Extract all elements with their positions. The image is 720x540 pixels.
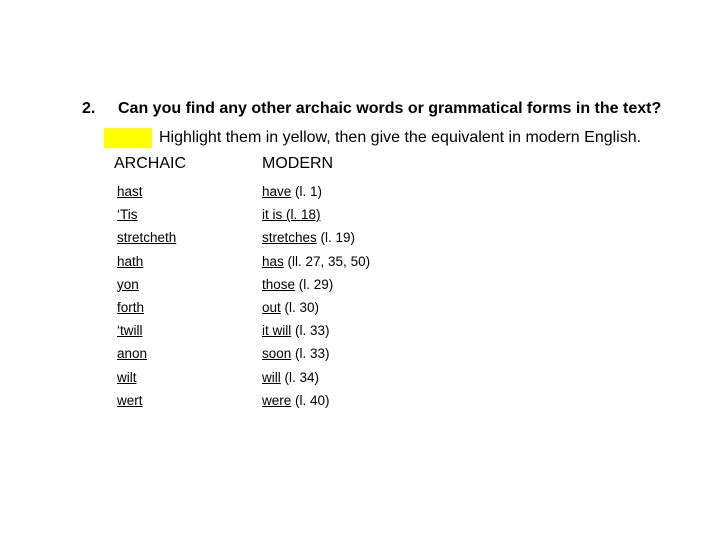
instruction-text: Highlight them in yellow, then give the equivalent in modern English. (159, 129, 642, 146)
line-reference: (l. 30) (280, 299, 320, 315)
archaic-word-text: anon (117, 346, 148, 362)
archaic-word (117, 203, 176, 226)
archaic-word-text: wert (117, 392, 143, 408)
archaic-word (117, 296, 176, 319)
archaic-word-text: forth (117, 299, 145, 315)
archaic-word-text: stretcheth (117, 230, 177, 246)
archaic-word (117, 180, 176, 203)
line-reference: (l. 33) (291, 323, 330, 339)
modern-word-text: have (262, 184, 292, 199)
archaic-word-text: yon (117, 276, 139, 292)
modern-word-text: will (262, 369, 281, 385)
modern-word-text: it will (262, 323, 292, 339)
modern-column-header: MODERN (262, 155, 334, 172)
question-prompt: Can you find any other archaic words or grammatical forms in the text? (118, 100, 662, 117)
archaic-word-list (117, 180, 176, 412)
archaic-word-text: wilt (117, 369, 137, 385)
modern-equivalent (262, 389, 370, 412)
modern-word-text: were (262, 392, 292, 408)
archaic-word-text: ‘twill (117, 323, 143, 339)
modern-word-text: stretches (262, 230, 317, 246)
line-reference: (l. 33) (291, 346, 330, 362)
line-reference: (l. 34) (280, 369, 320, 385)
archaic-word (117, 273, 176, 296)
modern-word-text: soon (262, 346, 292, 362)
archaic-word-text: hast (117, 184, 143, 199)
line-reference: (ll. 27, 35, 50) (283, 253, 371, 269)
modern-equivalent (262, 342, 370, 365)
question-number: 2. (82, 100, 96, 117)
modern-word-text: has (262, 253, 284, 269)
archaic-word-text: ‘Tis (117, 207, 138, 223)
modern-word-text: those (262, 276, 296, 292)
archaic-word (117, 226, 176, 249)
line-reference: (l. 29) (295, 276, 334, 292)
archaic-word (117, 366, 176, 389)
modern-equivalent (262, 366, 370, 389)
modern-word-text: out (262, 299, 281, 315)
modern-word-list (262, 180, 370, 412)
archaic-word-text: hath (117, 253, 144, 269)
instruction-line (104, 128, 641, 148)
archaic-column-header: ARCHAIC (114, 155, 187, 172)
line-reference: (l. 1) (291, 184, 323, 199)
line-reference: (l. 40) (291, 392, 330, 408)
modern-equivalent (262, 226, 370, 249)
modern-equivalent (262, 203, 370, 226)
modern-equivalent (262, 296, 370, 319)
archaic-word (117, 389, 176, 412)
modern-equivalent (262, 273, 370, 296)
modern-word-text: it is (l. 18) (262, 207, 321, 223)
yellow-highlight-swatch (104, 128, 152, 148)
modern-equivalent (262, 250, 370, 273)
modern-equivalent (262, 180, 370, 203)
archaic-word (117, 319, 176, 342)
modern-equivalent (262, 319, 370, 342)
archaic-word (117, 342, 176, 365)
line-reference: (l. 19) (316, 230, 356, 246)
archaic-word (117, 250, 176, 273)
